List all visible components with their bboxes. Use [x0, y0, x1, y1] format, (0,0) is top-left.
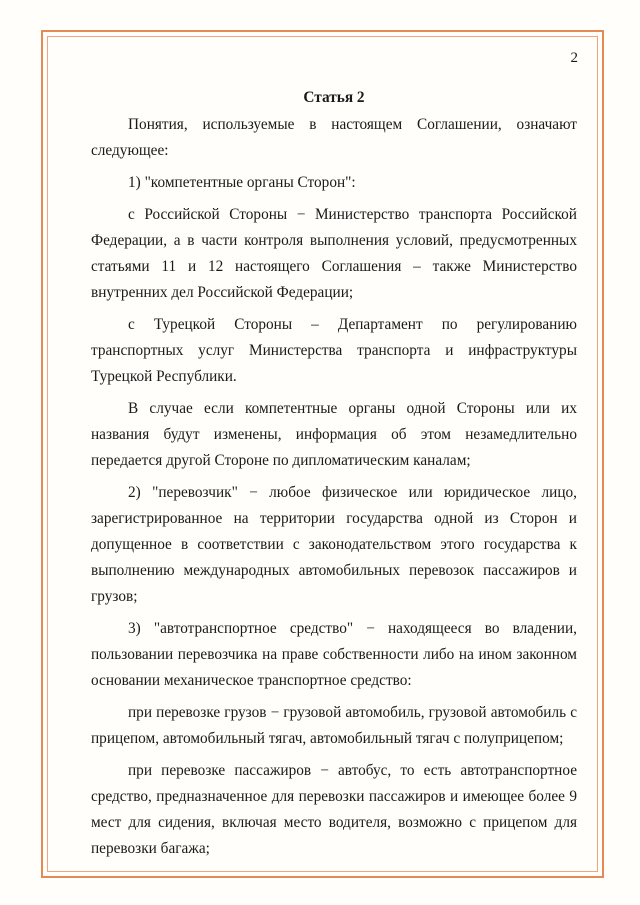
article-title: Статья 2 — [303, 89, 365, 106]
paragraph-item-3-vehicle: 3) "автотранспортное средство" − находящееся во владении, пользовании перевозчика на праве собственности либо на ином законном основании механическое транспортное средство: — [91, 620, 577, 689]
paragraph-russian-side: с Российской Стороны − Министерство транспорта Российской Федерации, а в части контроля выполнения условий, предусмотренных статьями 11 и 12 настоящего Соглашения – также Министерство внутренних дел Российской Федерации; — [91, 206, 577, 301]
paragraph-intro: Понятия, используемые в настоящем Соглашении, означают следующее: — [91, 116, 577, 159]
paragraph-cargo-transport: при перевозке грузов − грузовой автомобиль, грузовой автомобиль с прицепом, автомобильный тягач, автомобильный тягач с полуприцепом; — [91, 704, 577, 747]
paragraph-change-notice: В случае если компетентные органы одной Стороны или их названия будут изменены, информация об этом незамедлительно передается другой Стороне по дипломатическим каналам; — [91, 400, 577, 469]
paragraph-passenger-transport: при перевозке пассажиров − автобус, то есть автотранспортное средство, предназначенное для перевозки пассажиров и имеющее более 9 мест для сидения, включая место водителя, возможно с прицепом для перевозки багажа; — [91, 762, 577, 857]
article-body — [91, 85, 577, 868]
paragraph-turkish-side: с Турецкой Стороны – Департамент по регулированию транспортных услуг Министерства транспорта и инфраструктуры Турецкой Республики. — [91, 316, 577, 385]
paragraph-item-1-heading: 1) "компетентные органы Сторон": — [128, 174, 356, 191]
paragraph-item-2-carrier: 2) "перевозчик" − любое физическое или юридическое лицо, зарегистрированное на территории государства одной из Сторон и допущенное в соответствии с законодательством этого государства к выполнению международных автомобильных перевозок пассажиров и грузов; — [91, 484, 577, 605]
page-number: 2 — [570, 50, 578, 66]
